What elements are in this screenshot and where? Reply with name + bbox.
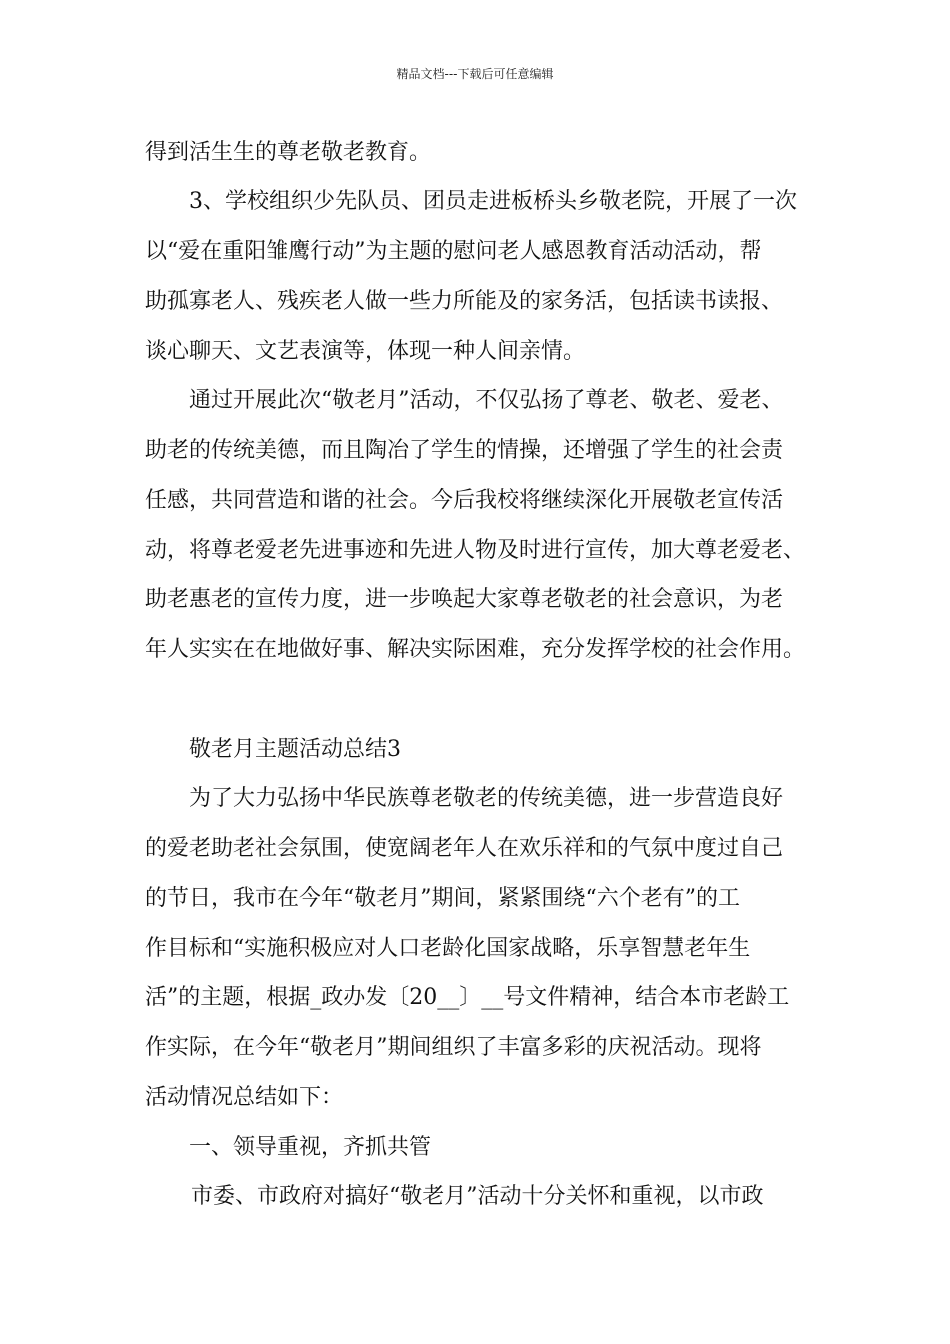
body-line: 的节日，我市在今年“敬老月”期间，紧紧围绕“六个老有”的工 xyxy=(145,886,740,911)
body-line: 任感，共同营造和谐的社会。今后我校将继续深化开展敬老宣传活 xyxy=(145,488,784,513)
body-line: 助老惠老的宣传力度，进一步唤起大家尊老敬老的社会意识，为老 xyxy=(145,587,784,612)
body-line: 通过开展此次“敬老月”活动，不仅弘扬了尊老、敬老、爱老、 xyxy=(189,388,784,413)
body-line: 市委、市政府对搞好“敬老月”活动十分关怀和重视，以市政 xyxy=(191,1184,764,1209)
section-title: 敬老月主题活动总结3 xyxy=(189,737,401,762)
body-line: 的爱老助老社会氛围，使宽阔老年人在欢乐祥和的气氛中度过自己 xyxy=(145,836,784,861)
body-line: 为了大力弘扬中华民族尊老敬老的传统美德，进一步营造良好 xyxy=(189,786,784,811)
body-line: 动，将尊老爱老先进事迹和先进人物及时进行宣传，加大尊老爱老、 xyxy=(145,538,806,563)
body-line: 3、学校组织少先队员、团员走进板桥头乡敬老院，开展了一次 xyxy=(189,189,797,214)
body-line: 得到活生生的尊老敬老教育。 xyxy=(145,140,432,165)
body-line: 年人实实在在地做好事、解决实际困难，充分发挥学校的社会作用。 xyxy=(145,637,806,662)
page-header: 精品文档---下载后可任意编辑 xyxy=(396,67,554,81)
body-line: 作实际，在今年“敬老月”期间组织了丰富多彩的庆祝活动。现将 xyxy=(145,1035,762,1060)
body-line: 以“爱在重阳雏鹰行动”为主题的慰问老人感恩教育活动活动，帮 xyxy=(145,239,762,264)
body-line: 谈心聊天、文艺表演等，体现一种人间亲情。 xyxy=(145,339,586,364)
body-line: 助孤寡老人、残疾老人做一些力所能及的家务活，包括读书读报、 xyxy=(145,289,784,314)
body-line: 活”的主题，根据_政办发〔20__〕__号文件精神，结合本市老龄工 xyxy=(145,985,790,1010)
subheading: 一、领导重视，齐抓共管 xyxy=(189,1135,432,1160)
body-line: 助老的传统美德，而且陶冶了学生的情操，还增强了学生的社会责 xyxy=(145,438,784,463)
body-line: 作目标和“实施积极应对人口老龄化国家战略，乐享智慧老年生 xyxy=(145,936,751,961)
body-line: 活动情况总结如下： xyxy=(145,1085,344,1110)
